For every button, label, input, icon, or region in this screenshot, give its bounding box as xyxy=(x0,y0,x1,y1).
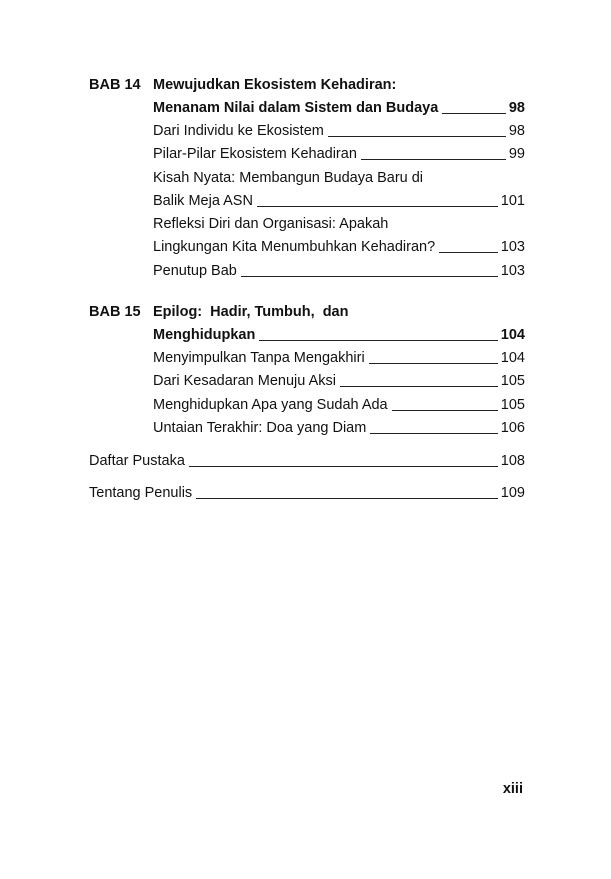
dot-leader xyxy=(259,339,497,341)
page-number: 101 xyxy=(500,193,525,209)
chapter-title-line: Epilog: Hadir, Tumbuh, dan xyxy=(153,304,349,320)
entry-title: Untaian Terakhir: Doa yang Diam xyxy=(153,420,367,436)
page-number: 104 xyxy=(500,327,525,343)
page-number: 98 xyxy=(508,123,525,139)
entry-title: Penutup Bab xyxy=(153,263,237,279)
entry-title: Daftar Pustaka xyxy=(89,453,185,469)
page-folio: xiii xyxy=(502,781,523,797)
toc-entry[interactable] xyxy=(153,99,525,117)
dot-leader xyxy=(189,465,498,467)
toc-entry[interactable] xyxy=(89,484,525,502)
toc-entry-line: Refleksi Diri dan Organisasi: Apakah xyxy=(153,216,389,232)
toc-entry[interactable] xyxy=(153,372,525,390)
dot-leader xyxy=(257,205,498,207)
page-number: 103 xyxy=(500,263,525,279)
entry-title: Menyimpulkan Tanpa Mengakhiri xyxy=(153,350,365,366)
dot-leader xyxy=(328,135,506,137)
dot-leader xyxy=(241,275,498,277)
chapter-label: BAB 14 xyxy=(89,77,141,93)
page-number: 105 xyxy=(500,373,525,389)
toc-entry[interactable] xyxy=(153,326,525,344)
entry-title: Pilar-Pilar Ekosistem Kehadiran xyxy=(153,146,357,162)
toc-entry[interactable] xyxy=(153,192,525,210)
toc-entry[interactable] xyxy=(153,122,525,140)
dot-leader xyxy=(369,362,498,364)
dot-leader xyxy=(392,409,498,411)
entry-title: Menghidupkan Apa yang Sudah Ada xyxy=(153,397,388,413)
page-number: 105 xyxy=(500,397,525,413)
page-number: 104 xyxy=(500,350,525,366)
toc-entry[interactable] xyxy=(153,145,525,163)
toc-entry[interactable] xyxy=(153,349,525,367)
toc-entry[interactable] xyxy=(89,452,525,470)
dot-leader xyxy=(439,251,498,253)
toc-entry[interactable] xyxy=(153,396,525,414)
toc-entry[interactable] xyxy=(153,419,525,437)
page-number: 98 xyxy=(508,100,525,116)
entry-title: Lingkungan Kita Menumbuhkan Kehadiran? xyxy=(153,239,436,255)
page-number: 109 xyxy=(500,485,525,501)
entry-title: Menghidupkan xyxy=(153,327,256,343)
entry-title: Menanam Nilai dalam Sistem dan Budaya xyxy=(153,100,439,116)
toc-entry-line: Kisah Nyata: Membangun Budaya Baru di xyxy=(153,170,424,186)
entry-title: Dari Individu ke Ekosistem xyxy=(153,123,324,139)
dot-leader xyxy=(196,497,498,499)
entry-title: Tentang Penulis xyxy=(89,485,193,501)
toc-entry[interactable] xyxy=(153,262,525,280)
dot-leader xyxy=(370,432,497,434)
dot-leader xyxy=(361,158,506,160)
dot-leader xyxy=(442,112,506,114)
entry-title: Dari Kesadaran Menuju Aksi xyxy=(153,373,336,389)
dot-leader xyxy=(340,385,498,387)
page-number: 103 xyxy=(500,239,525,255)
page-number: 108 xyxy=(500,453,525,469)
chapter-label: BAB 15 xyxy=(89,304,141,320)
page-number: 106 xyxy=(500,420,525,436)
toc-entry[interactable] xyxy=(153,238,525,256)
chapter-title-line: Mewujudkan Ekosistem Kehadiran: xyxy=(153,77,397,93)
page-number: 99 xyxy=(508,146,525,162)
entry-title: Balik Meja ASN xyxy=(153,193,253,209)
